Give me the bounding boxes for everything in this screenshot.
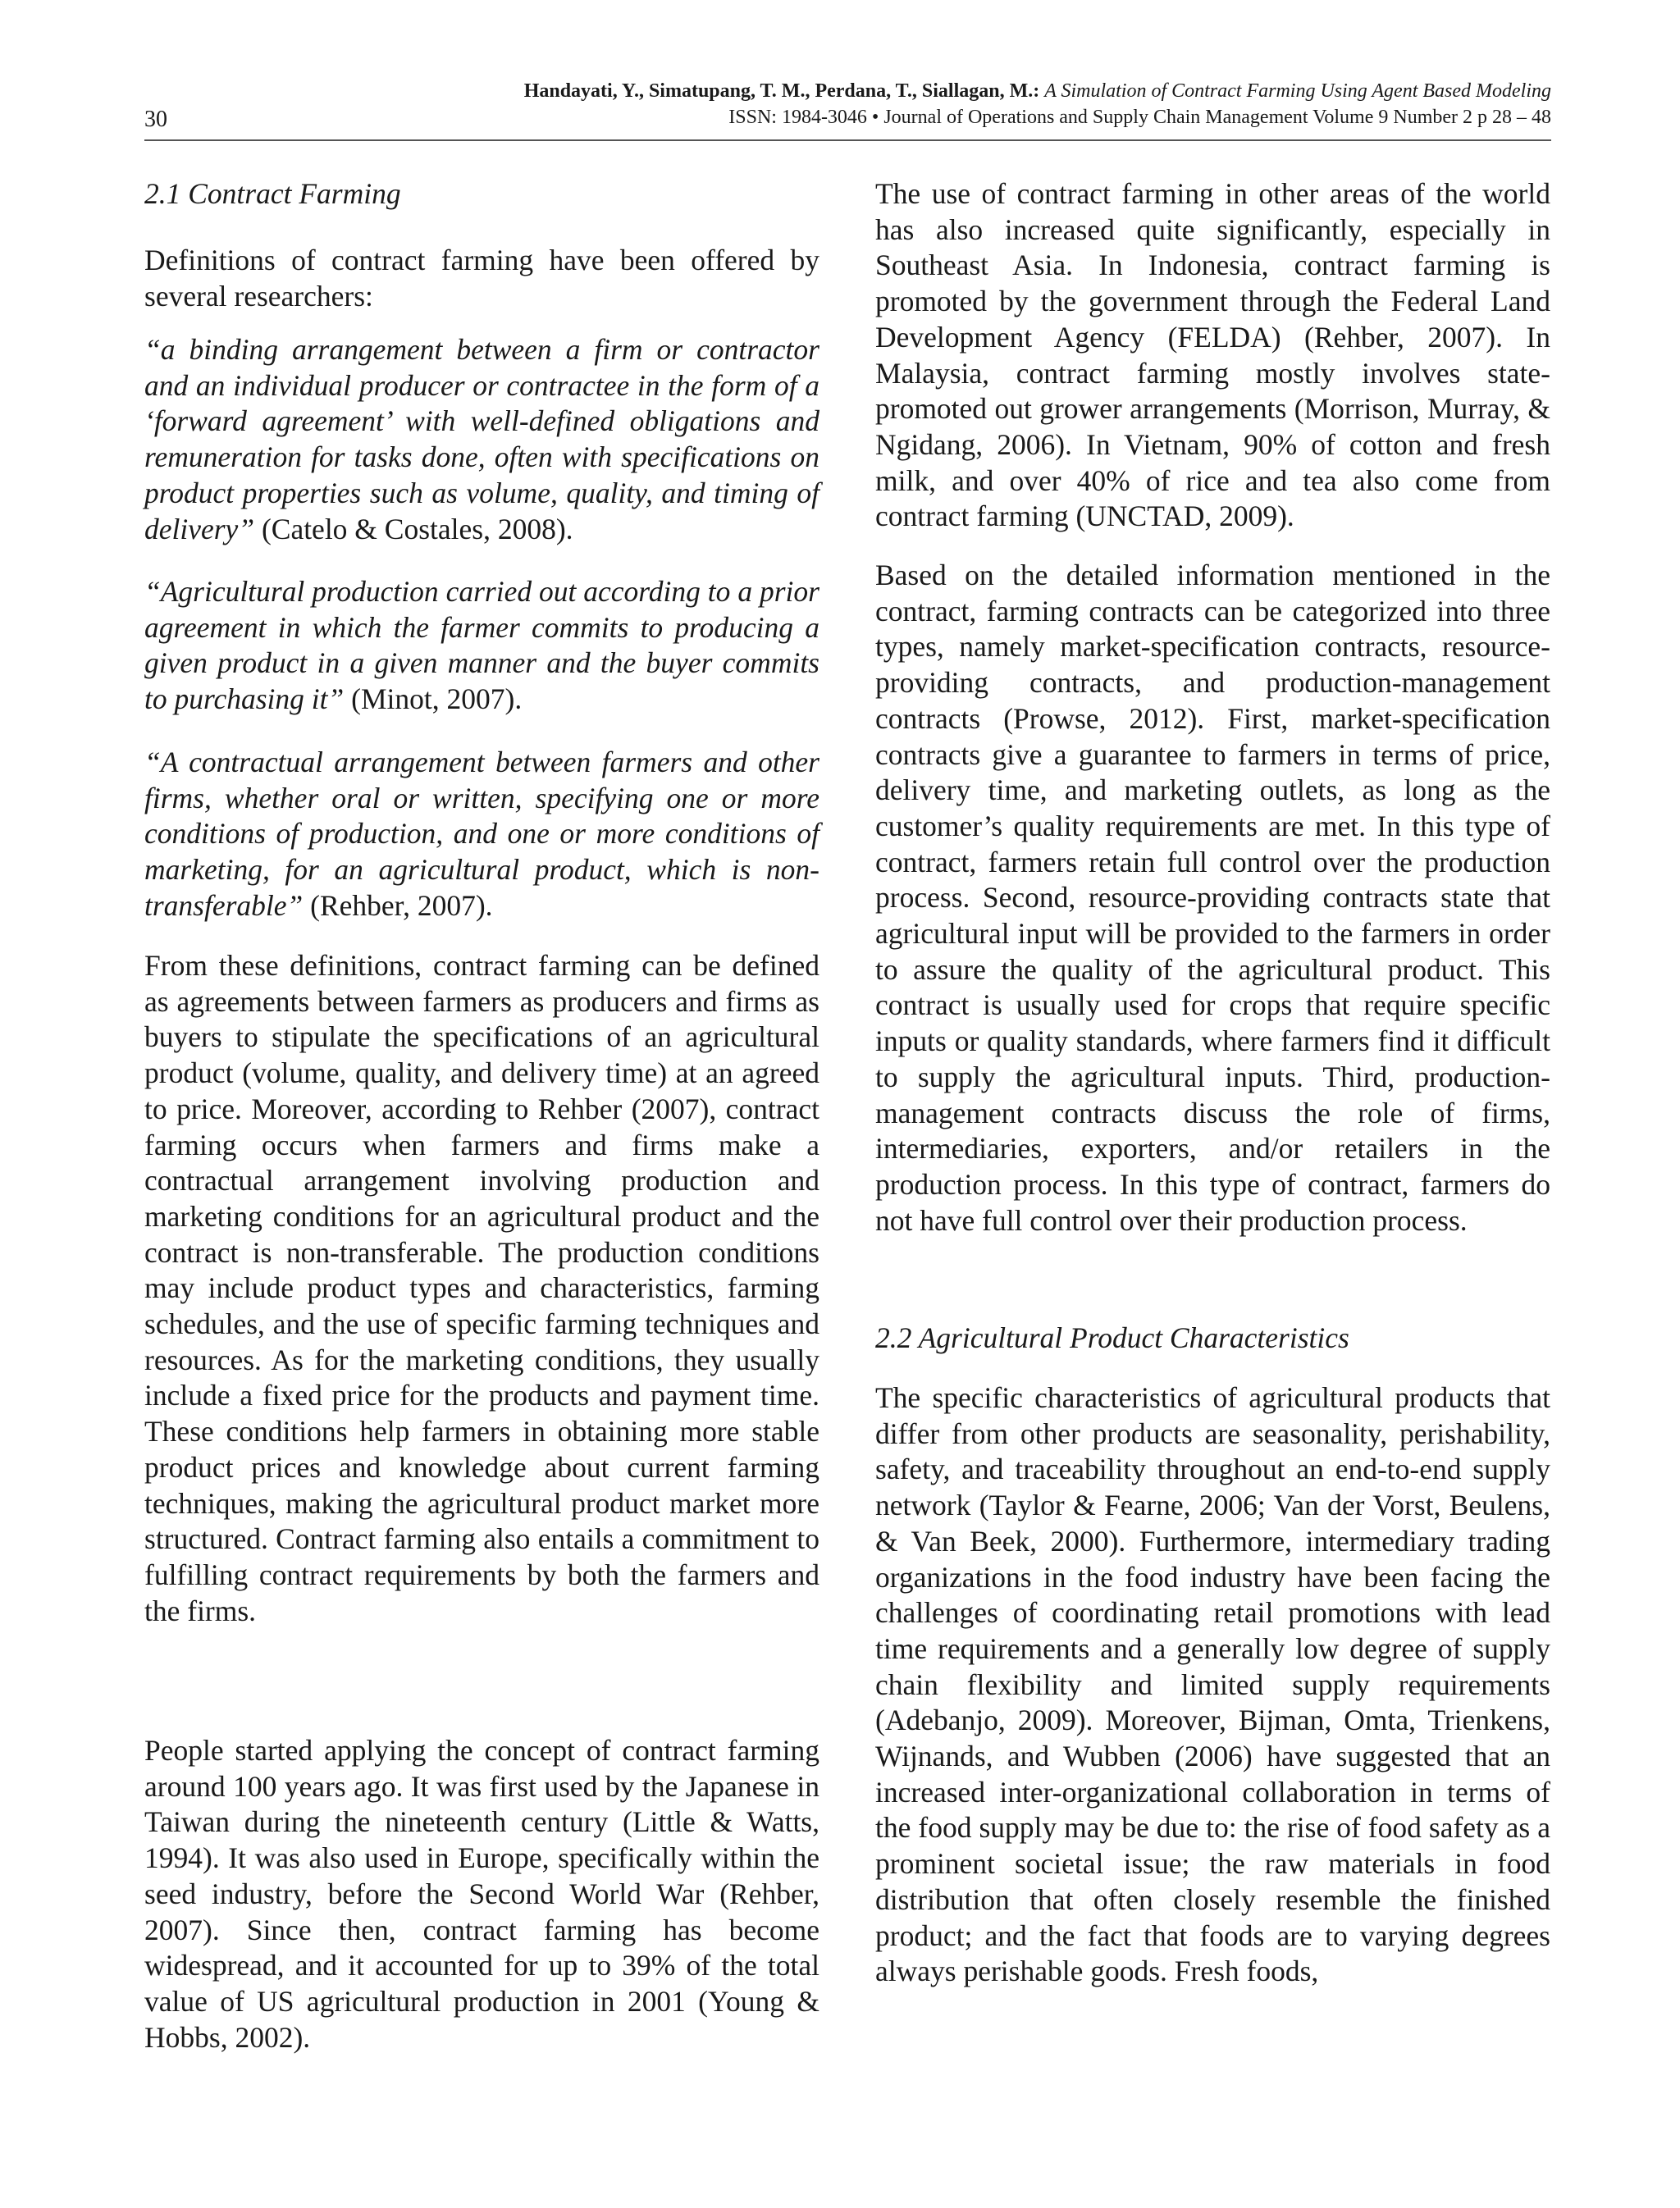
section-heading-2-2: 2.2 Agricultural Product Characteristics — [875, 1321, 1349, 1354]
running-header-citation — [524, 80, 1551, 103]
header-authors: Handayati, Y., Simatupang, T. M., Perdana, T., Siallagan, M.: — [523, 80, 1040, 102]
quote-text: “Agricultural production carried out according to a prior agreement in which the farmer commits to producing a given product in a given manner and the buyer commits to purchasing it” — [144, 575, 819, 716]
paragraph: The specific characteristics of agricultural products that differ from other products are seasonality, perishability, safety, and traceability throughout an end-to-end supply network (Taylor & Fearne, 2006; Van der Vorst, Beulens, & Van Beek, 2000). Furthermore, intermediary trading organizations in the food industry have been facing the challenges of coordinating retail promotions with lead time requirements and a generally low degree of supply chain flexibility and limited supply requirements (Adebanjo, 2009). Moreover, Bijman, Omta, Trienkens, Wijnands, and Wubben (2006) have suggested that an increased inter-organizational collaboration in terms of the food supply may be due to: the rise of food safety as a prominent societal issue; the raw materials in food distribution that often closely resemble the finished product; and the fact that foods are to varying degrees always perishable goods. Fresh foods, — [875, 1381, 1550, 1988]
definition-quote — [144, 332, 819, 547]
definition-quote — [144, 745, 819, 924]
header-journal: ISSN: 1984-3046 • Journal of Operations and Supply Chain Management Volume 9 Number 2 p 28 – 48 — [728, 107, 1551, 128]
paragraph: The use of contract farming in other areas of the world has also increased quite significantly, especially in Southeast Asia. In Indonesia, contract farming is promoted by the government through the Federal Land Development Agency (FELDA) (Rehber, 2007). In Malaysia, contract farming mostly involves state-promoted out grower arrangements (Morrison, Murray, & Ngidang, 2006). In Vietnam, 90% of cotton and fresh milk, and over 40% of rice and tea also come from contract farming (UNCTAD, 2009). — [875, 177, 1550, 533]
definition-quote — [144, 574, 819, 718]
quote-citation: (Minot, 2007). — [344, 682, 523, 716]
paragraph: From these definitions, contract farming can be defined as agreements between farmers as producers and firms as buyers to stipulate the specifications of an agricultural product (volume, quality, and delivery time) at an agreed to price. Moreover, according to Rehber (2007), contract farming occurs when farmers and firms make a contractual arrangement involving production and marketing conditions for an agricultural product and the contract is non-transferable. The production conditions may include product types and characteristics, farming schedules, and the use of specific farming techniques and resources. As for the marketing conditions, they usually include a fixed price for the products and payment time. These conditions help farmers in obtaining more stable product prices and knowledge about current farming techniques, making the agricultural product market more structured. Contract farming also entails a commitment to fulfilling contract requirements by both the farmers and the firms. — [144, 949, 819, 1627]
header-divider — [144, 139, 1551, 141]
page-number: 30 — [144, 107, 167, 132]
quote-text: “A contractual arrangement between farmers and other firms, whether oral or written, specifying one or more conditions of production, and one or more conditions of marketing, for an agricultural product, which is non-transferable” — [144, 746, 819, 922]
header-title: A Simulation of Contract Farming Using Agent Based Modeling — [1044, 80, 1551, 102]
quote-citation: (Catelo & Costales, 2008). — [254, 512, 573, 545]
quote-citation: (Rehber, 2007). — [303, 888, 493, 922]
section-heading-2-1: 2.1 Contract Farming — [144, 177, 401, 210]
paragraph: People started applying the concept of contract farming around 100 years ago. It was first used by the Japanese in Taiwan during the nineteenth century (Little & Watts, 1994). It was also used in Europe, specifically within the seed industry, before the Second World War (Rehber, 2007). Since then, contract farming has become widespread, and it accounted for up to 39% of the total value of US agricultural production in 2001 (Young & Hobbs, 2002). — [144, 1734, 819, 2054]
quote-text: “a binding arrangement between a firm or contractor and an individual producer or contractee in the form of a ‘forward agreement’ with well-defined obligations and remuneration for tasks done, often with specifications on product properties such as volume, quality, and timing of delivery” — [144, 333, 819, 545]
paragraph: Based on the detailed information mentioned in the contract, farming contracts can be categorized into three types, namely market-specification contracts, resource-providing contracts, and production-management contracts (Prowse, 2012). First, market-specification contracts give a guarantee to farmers in terms of price, delivery time, and marketing outlets, as long as the customer’s quality requirements are met. In this type of contract, farmers retain full control over the production process. Second, resource-providing contracts state that agricultural input will be provided to the farmers in order to assure the quality of the agricultural product. This contract is usually used for crops that require specific inputs or quality standards, where farmers find it difficult to supply the agricultural inputs. Third, production-management contracts discuss the role of firms, intermediaries, exporters, and/or retailers in the production process. In this type of contract, farmers do not have full control over their production process. — [875, 559, 1550, 1237]
paragraph: Definitions of contract farming have been offered by several researchers: — [144, 244, 819, 312]
